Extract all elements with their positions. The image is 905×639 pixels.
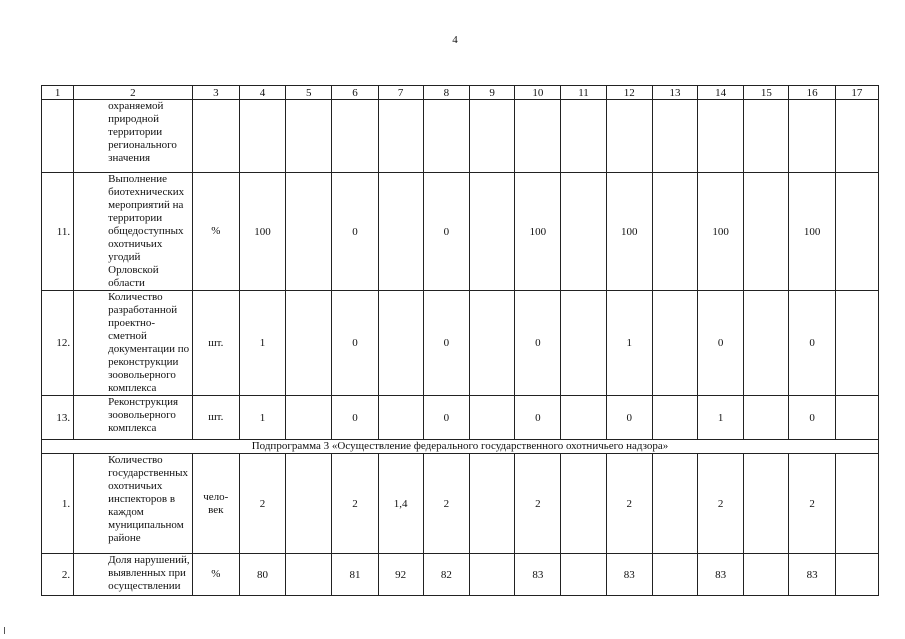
value-cell bbox=[286, 291, 332, 396]
value-cell bbox=[515, 100, 561, 173]
value-cell bbox=[561, 554, 606, 596]
value-cell: 80 bbox=[239, 554, 285, 596]
column-number-7: 7 bbox=[378, 86, 423, 100]
value-cell bbox=[744, 554, 789, 596]
value-cell bbox=[378, 291, 423, 396]
value-cell bbox=[332, 100, 378, 173]
value-cell bbox=[652, 291, 697, 396]
value-cell: 2 bbox=[239, 454, 285, 554]
value-cell: 0 bbox=[698, 291, 744, 396]
column-number-4: 4 bbox=[239, 86, 285, 100]
value-cell bbox=[286, 396, 332, 440]
indicator-name-line: охотничьих угодий bbox=[108, 238, 163, 263]
unit bbox=[192, 100, 239, 173]
value-cell: 0 bbox=[789, 396, 835, 440]
value-cell bbox=[698, 100, 744, 173]
column-number-16: 16 bbox=[789, 86, 835, 100]
value-cell bbox=[835, 173, 878, 291]
value-cell: 2 bbox=[606, 454, 652, 554]
value-cell: 1 bbox=[606, 291, 652, 396]
value-cell bbox=[561, 173, 606, 291]
indicator-name-line: проектно-сметной bbox=[108, 317, 156, 342]
value-cell: 1 bbox=[239, 396, 285, 440]
row-number: 13. bbox=[42, 396, 74, 440]
column-number-row bbox=[42, 86, 879, 100]
row-number: 2. bbox=[42, 554, 74, 596]
value-cell bbox=[378, 396, 423, 440]
value-cell bbox=[652, 173, 697, 291]
value-cell: 83 bbox=[515, 554, 561, 596]
value-cell bbox=[561, 291, 606, 396]
column-number-2: 2 bbox=[74, 86, 193, 100]
indicator-name-line: природной bbox=[108, 113, 159, 125]
value-cell: 1,4 bbox=[378, 454, 423, 554]
table-row bbox=[42, 100, 879, 173]
value-cell: 83 bbox=[606, 554, 652, 596]
value-cell bbox=[652, 554, 697, 596]
indicator-name-line: документации по bbox=[108, 343, 190, 355]
value-cell: 2 bbox=[789, 454, 835, 554]
indicator-name-line: Реконструкция bbox=[108, 396, 179, 408]
unit: шт. bbox=[192, 291, 239, 396]
value-cell: 92 bbox=[378, 554, 423, 596]
table-row bbox=[42, 454, 879, 554]
indicator-name-line: инспекторов в bbox=[108, 493, 176, 505]
value-cell bbox=[652, 396, 697, 440]
column-number-9: 9 bbox=[470, 86, 515, 100]
indicator-name-line: значения bbox=[108, 152, 151, 164]
subprogram-title: Подпрограмма 3 «Осуществление федерального государственного охотничьего надзора» bbox=[42, 440, 879, 454]
value-cell: 100 bbox=[789, 173, 835, 291]
indicator-name-line: государственных bbox=[108, 467, 189, 479]
column-number-8: 8 bbox=[423, 86, 469, 100]
indicator-name-line: регионального bbox=[108, 139, 177, 151]
indicator-name-line: комплекса bbox=[108, 422, 157, 434]
column-number-14: 14 bbox=[698, 86, 744, 100]
indicator-name-line: зоовольерного bbox=[108, 369, 176, 381]
value-cell bbox=[286, 173, 332, 291]
value-cell: 81 bbox=[332, 554, 378, 596]
unit: % bbox=[192, 554, 239, 596]
value-cell: 1 bbox=[698, 396, 744, 440]
scan-mark bbox=[4, 627, 5, 634]
value-cell: 83 bbox=[789, 554, 835, 596]
value-cell bbox=[470, 454, 515, 554]
indicator-name-line: разработанной bbox=[108, 304, 178, 316]
value-cell bbox=[744, 100, 789, 173]
indicator-name-line: мероприятий на bbox=[108, 199, 184, 211]
value-cell: 100 bbox=[698, 173, 744, 291]
page-number: 4 bbox=[452, 34, 458, 46]
indicator-name bbox=[74, 291, 193, 396]
table-row bbox=[42, 396, 879, 440]
unit: чело- век bbox=[192, 454, 239, 554]
unit: % bbox=[192, 173, 239, 291]
subprogram-row bbox=[42, 440, 879, 454]
value-cell bbox=[652, 100, 697, 173]
table-row bbox=[42, 291, 879, 396]
value-cell bbox=[652, 454, 697, 554]
value-cell: 83 bbox=[698, 554, 744, 596]
indicator-name-line: охотничьих bbox=[108, 480, 163, 492]
value-cell: 0 bbox=[332, 291, 378, 396]
column-number-1: 1 bbox=[42, 86, 74, 100]
indicator-name-line: территории bbox=[108, 212, 163, 224]
value-cell: 0 bbox=[423, 396, 469, 440]
indicator-name bbox=[74, 554, 193, 596]
row-number: 1. bbox=[42, 454, 74, 554]
indicator-name-line: территории bbox=[108, 126, 163, 138]
indicator-name-line: охраняемой bbox=[108, 100, 164, 112]
indicator-name-line: комплекса bbox=[108, 382, 157, 394]
value-cell bbox=[744, 173, 789, 291]
row-number: 11. bbox=[42, 173, 74, 291]
indicator-name-line: Количество bbox=[108, 454, 163, 466]
value-cell bbox=[561, 100, 606, 173]
column-number-10: 10 bbox=[515, 86, 561, 100]
value-cell bbox=[835, 454, 878, 554]
indicator-name-line: Доля нарушений, bbox=[108, 554, 190, 566]
row-number bbox=[42, 100, 74, 173]
row-number: 12. bbox=[42, 291, 74, 396]
value-cell: 0 bbox=[332, 396, 378, 440]
value-cell bbox=[239, 100, 285, 173]
value-cell bbox=[470, 173, 515, 291]
indicators-table bbox=[41, 85, 879, 596]
column-number-5: 5 bbox=[286, 86, 332, 100]
value-cell bbox=[470, 291, 515, 396]
value-cell bbox=[561, 396, 606, 440]
value-cell bbox=[378, 173, 423, 291]
indicator-name bbox=[74, 454, 193, 554]
indicator-name-line: муниципальном bbox=[108, 519, 184, 531]
column-number-11: 11 bbox=[561, 86, 606, 100]
indicator-name-line: осуществлении bbox=[108, 580, 181, 592]
value-cell: 82 bbox=[423, 554, 469, 596]
value-cell bbox=[286, 554, 332, 596]
value-cell: 0 bbox=[332, 173, 378, 291]
indicator-name-line: каждом bbox=[108, 506, 144, 518]
value-cell bbox=[286, 454, 332, 554]
table-row bbox=[42, 554, 879, 596]
indicator-name-line: Орловской области bbox=[108, 264, 159, 289]
indicator-name bbox=[74, 100, 193, 173]
column-number-12: 12 bbox=[606, 86, 652, 100]
value-cell bbox=[470, 554, 515, 596]
value-cell bbox=[789, 100, 835, 173]
value-cell: 0 bbox=[423, 173, 469, 291]
value-cell: 2 bbox=[423, 454, 469, 554]
column-number-6: 6 bbox=[332, 86, 378, 100]
indicator-name-line: общедоступных bbox=[108, 225, 184, 237]
value-cell: 2 bbox=[332, 454, 378, 554]
indicator-name-line: районе bbox=[108, 532, 141, 544]
value-cell: 0 bbox=[515, 396, 561, 440]
value-cell bbox=[744, 396, 789, 440]
indicator-name-line: выявленных при bbox=[108, 567, 186, 579]
indicator-name-line: зоовольерного bbox=[108, 409, 176, 421]
value-cell bbox=[835, 100, 878, 173]
column-number-13: 13 bbox=[652, 86, 697, 100]
value-cell bbox=[835, 554, 878, 596]
value-cell: 1 bbox=[239, 291, 285, 396]
unit: шт. bbox=[192, 396, 239, 440]
value-cell bbox=[423, 100, 469, 173]
indicator-name-line: биотехнических bbox=[108, 186, 185, 198]
value-cell bbox=[744, 291, 789, 396]
indicator-name bbox=[74, 396, 193, 440]
value-cell bbox=[744, 454, 789, 554]
value-cell: 2 bbox=[515, 454, 561, 554]
indicator-name bbox=[74, 173, 193, 291]
value-cell: 0 bbox=[606, 396, 652, 440]
value-cell: 100 bbox=[515, 173, 561, 291]
value-cell bbox=[378, 100, 423, 173]
value-cell: 2 bbox=[698, 454, 744, 554]
value-cell bbox=[470, 396, 515, 440]
value-cell bbox=[835, 396, 878, 440]
value-cell: 0 bbox=[789, 291, 835, 396]
indicator-name-line: реконструкции bbox=[108, 356, 179, 368]
value-cell bbox=[561, 454, 606, 554]
value-cell: 0 bbox=[423, 291, 469, 396]
table-row bbox=[42, 173, 879, 291]
indicator-name-line: Количество bbox=[108, 291, 163, 303]
value-cell bbox=[835, 291, 878, 396]
indicator-name-line: Выполнение bbox=[108, 173, 168, 185]
value-cell: 100 bbox=[239, 173, 285, 291]
value-cell: 0 bbox=[515, 291, 561, 396]
column-number-17: 17 bbox=[835, 86, 878, 100]
column-number-15: 15 bbox=[744, 86, 789, 100]
value-cell bbox=[606, 100, 652, 173]
value-cell bbox=[470, 100, 515, 173]
value-cell: 100 bbox=[606, 173, 652, 291]
value-cell bbox=[286, 100, 332, 173]
column-number-3: 3 bbox=[192, 86, 239, 100]
